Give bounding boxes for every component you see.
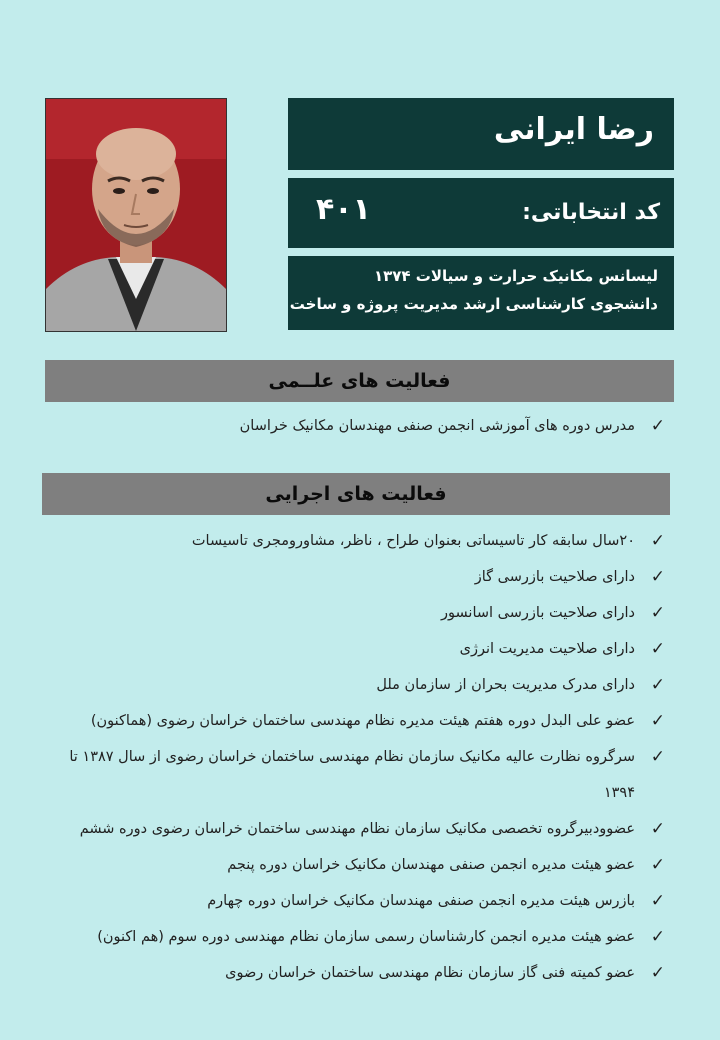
executive-activities-list	[48, 523, 668, 991]
scientific-activities-list	[48, 411, 668, 441]
check-icon: ✓	[650, 819, 665, 839]
scientific-activities-heading: فعالیت های علــمی	[45, 360, 674, 402]
list-item: ✓ دارای صلاحیت بازرسی گاز	[48, 559, 668, 595]
check-icon: ✓	[650, 963, 665, 983]
name-box	[288, 98, 674, 170]
executive-activities-heading: فعالیت های اجرایی	[42, 473, 670, 515]
list-item: ✓ سرگروه نظارت عالیه مکانیک سازمان نظام مهندسی ساختمان خراسان رضوی از سال ۱۳۸۷ تا ۱۳۹۴	[48, 739, 668, 811]
education-line: دانشجوی کارشناسی ارشد مدیریت پروژه و ساخت	[289, 295, 658, 313]
check-icon: ✓	[650, 567, 665, 587]
election-code-value: ۴۰۱	[316, 192, 371, 227]
check-icon: ✓	[650, 855, 665, 875]
election-code-label: کد انتخاباتی:	[522, 200, 660, 225]
list-item: ✓ بازرس هیئت مدیره انجمن صنفی مهندسان مکانیک خراسان دوره چهارم	[48, 883, 668, 919]
list-item: ✓ ۲۰سال سابقه کار تاسیساتی بعنوان طراح ، ناظر، مشاورومجری تاسیسات	[48, 523, 668, 559]
list-item: ✓ عضو علی البدل دوره هفتم هیئت مدیره نظام مهندسی ساختمان خراسان رضوی (هماکنون)	[48, 703, 668, 739]
check-icon: ✓	[650, 927, 665, 947]
profile-photo	[45, 98, 227, 332]
list-item: ✓ عضو هیئت مدیره انجمن صنفی مهندسان مکانیک خراسان دوره پنجم	[48, 847, 668, 883]
education-line: لیسانس مکانیک حرارت و سیالات ۱۳۷۴	[373, 267, 658, 285]
check-icon: ✓	[650, 675, 665, 695]
list-item: ✓ دارای صلاحیت مدیریت انرژی	[48, 631, 668, 667]
check-icon: ✓	[650, 416, 665, 436]
list-item: ✓ دارای مدرک مدیریت بحران از سازمان ملل	[48, 667, 668, 703]
education-box	[288, 256, 674, 330]
check-icon: ✓	[650, 747, 665, 767]
list-item: ✓ مدرس دوره های آموزشی انجمن صنفی مهندسان مکانیک خراسان	[48, 411, 668, 441]
check-icon: ✓	[650, 531, 665, 551]
list-item: ✓ دارای صلاحیت بازرسی اسانسور	[48, 595, 668, 631]
check-icon: ✓	[650, 639, 665, 659]
list-item: ✓ عضو کمیته فنی گاز سازمان نظام مهندسی ساختمان خراسان رضوی	[48, 955, 668, 991]
check-icon: ✓	[650, 711, 665, 731]
list-item: ✓ عضوودبیرگروه تخصصی مکانیک سازمان نظام مهندسی ساختمان خراسان رضوی دوره ششم	[48, 811, 668, 847]
candidate-name: رضا ایرانی	[493, 112, 654, 147]
check-icon: ✓	[650, 603, 665, 623]
check-icon: ✓	[650, 891, 665, 911]
election-code-box	[288, 178, 674, 248]
list-item: ✓ عضو هیئت مدیره انجمن کارشناسان رسمی سازمان نظام مهندسی دوره سوم (هم اکنون)	[48, 919, 668, 955]
